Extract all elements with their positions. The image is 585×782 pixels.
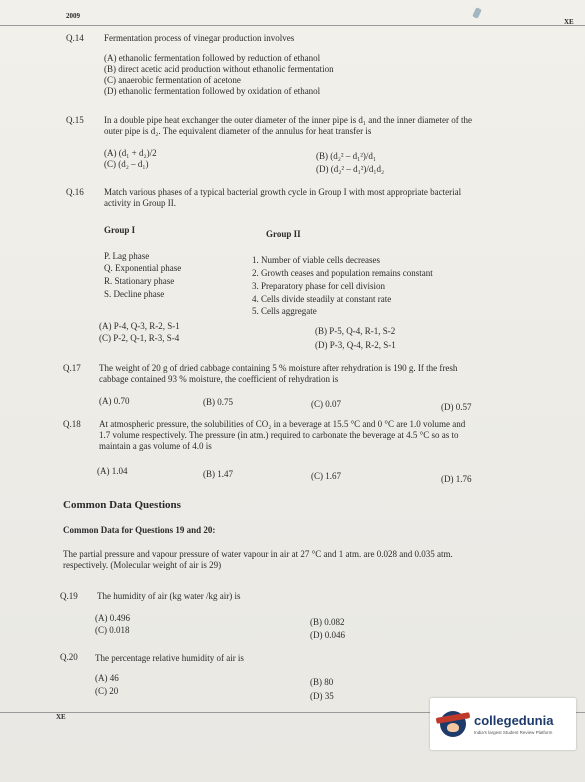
q15-stem-line1: In a double pipe heat exchanger the outer diameter of the inner pipe is d₁ and the inner diameter of the — [104, 115, 472, 125]
q20-number: Q.20 — [60, 652, 78, 662]
q17-stem-line1: The weight of 20 g of dried cabbage containing 5 % moisture after rehydration is 190 g. If the fresh — [99, 363, 458, 373]
q17-option-c: (C) 0.07 — [311, 399, 341, 409]
q16-group1-title: Group I — [104, 225, 136, 235]
common-data-subtitle: Common Data for Questions 19 and 20: — [63, 525, 216, 535]
common-data-title: Common Data Questions — [63, 499, 181, 511]
q18-option-d: (D) 1.76 — [441, 474, 472, 484]
header-code: XE — [564, 18, 574, 26]
q16-group1-item: S. Decline phase — [104, 289, 165, 299]
q16-stem-line1: Match various phases of a typical bacterial growth cycle in Group I with most appropriate bacterial — [104, 187, 462, 197]
q18-number: Q.18 — [63, 419, 81, 429]
common-data-text-line2: respectively. (Molecular weight of air is 29) — [63, 560, 222, 570]
logo-tagline: India's largest Student Review Platform — [474, 730, 553, 735]
q19-option-b: (B) 0.082 — [310, 617, 345, 627]
q17-number: Q.17 — [63, 363, 81, 373]
q16-group1-item: P. Lag phase — [104, 251, 150, 261]
q14-option-c: (C) anaerobic fermentation of acetone — [104, 75, 241, 85]
q15-option-c: (C) (d₂ – d₁) — [104, 159, 149, 169]
q19-option-a: (A) 0.496 — [95, 613, 130, 623]
q18-option-a: (A) 1.04 — [97, 466, 128, 476]
q15-option-a: (A) (d₁ + d₂)/2 — [104, 148, 157, 158]
q20-option-d: (D) 35 — [310, 691, 334, 701]
q15-number: Q.15 — [66, 115, 84, 125]
q16-group1-item: Q. Exponential phase — [104, 263, 182, 273]
q16-group2-item: 4. Cells divide steadily at constant rate — [252, 294, 392, 304]
q14-option-d: (D) ethanolic fermentation followed by oxidation of ethanol — [104, 86, 321, 96]
common-data-text-line1: The partial pressure and vapour pressure of water vapour in air at 27 °C and 1 atm. are 0.028 and 0.035 atm. — [63, 549, 453, 559]
footer-code: XE — [56, 713, 66, 721]
q17-option-a: (A) 0.70 — [99, 396, 130, 406]
header-year: 2009 — [66, 12, 80, 20]
q18-option-c: (C) 1.67 — [311, 471, 341, 481]
q17-option-d: (D) 0.57 — [441, 402, 472, 412]
q18-stem-line1: At atmospheric pressure, the solubilities of CO₂ in a beverage at 15.5 °C and 0 °C are 1.0 volume and — [99, 419, 466, 429]
q19-option-c: (C) 0.018 — [95, 625, 130, 635]
q17-option-b: (B) 0.75 — [203, 397, 233, 407]
q18-stem-line2: 1.7 volume respectively. The pressure (in atm.) required to carbonate the beverage at 4.5 °C so as to — [99, 430, 459, 440]
q18-stem-line3: maintain a gas volume of 4.0 is — [99, 441, 212, 451]
q16-option-d: (D) P-3, Q-4, R-2, S-1 — [315, 340, 396, 350]
q20-option-b: (B) 80 — [310, 677, 334, 687]
q15-stem-line2: outer pipe is d₂. The equivalent diameter of the annulus for heat transfer is — [104, 126, 372, 136]
pen-mark — [472, 7, 482, 19]
collegedunia-logo — [430, 698, 576, 750]
q16-group2-item: 2. Growth ceases and population remains constant — [252, 268, 433, 278]
q16-group2-item: 3. Preparatory phase for cell division — [252, 281, 385, 291]
q16-stem-line2: activity in Group II. — [104, 198, 176, 208]
q20-stem: The percentage relative humidity of air is — [95, 653, 244, 663]
q14-number: Q.14 — [66, 33, 84, 43]
q19-option-d: (D) 0.046 — [310, 630, 345, 640]
header-rule — [0, 25, 585, 26]
logo-name: collegedunia — [474, 713, 554, 728]
q16-group1-item: R. Stationary phase — [104, 276, 175, 286]
q15-option-b: (B) (d₂² – d₁²)/d₁ — [316, 151, 377, 161]
q20-option-a: (A) 46 — [95, 673, 119, 683]
q14-option-b: (B) direct acetic acid production without ethanolic fermentation — [104, 64, 334, 74]
q17-stem-line2: cabbage contained 93 % moisture, the coefficient of rehydration is — [99, 374, 339, 384]
q16-option-c: (C) P-2, Q-1, R-3, S-4 — [99, 333, 180, 343]
q14-stem: Fermentation process of vinegar production involves — [104, 33, 295, 43]
q20-option-c: (C) 20 — [95, 686, 119, 696]
q16-group2-item: 5. Cells aggregate — [252, 306, 317, 316]
q14-option-a: (A) ethanolic fermentation followed by reduction of ethanol — [104, 53, 321, 63]
mascot-icon — [440, 711, 466, 737]
q19-stem: The humidity of air (kg water /kg air) is — [97, 591, 241, 601]
q15-option-d: (D) (d₂² – d₁²)/d₁d₂ — [316, 164, 385, 174]
q16-option-b: (B) P-5, Q-4, R-1, S-2 — [315, 326, 396, 336]
q16-option-a: (A) P-4, Q-3, R-2, S-1 — [99, 321, 180, 331]
q16-group2-title: Group II — [266, 229, 301, 239]
q16-number: Q.16 — [66, 187, 84, 197]
q18-option-b: (B) 1.47 — [203, 469, 233, 479]
q19-number: Q.19 — [60, 591, 78, 601]
q16-group2-item: 1. Number of viable cells decreases — [252, 255, 380, 265]
